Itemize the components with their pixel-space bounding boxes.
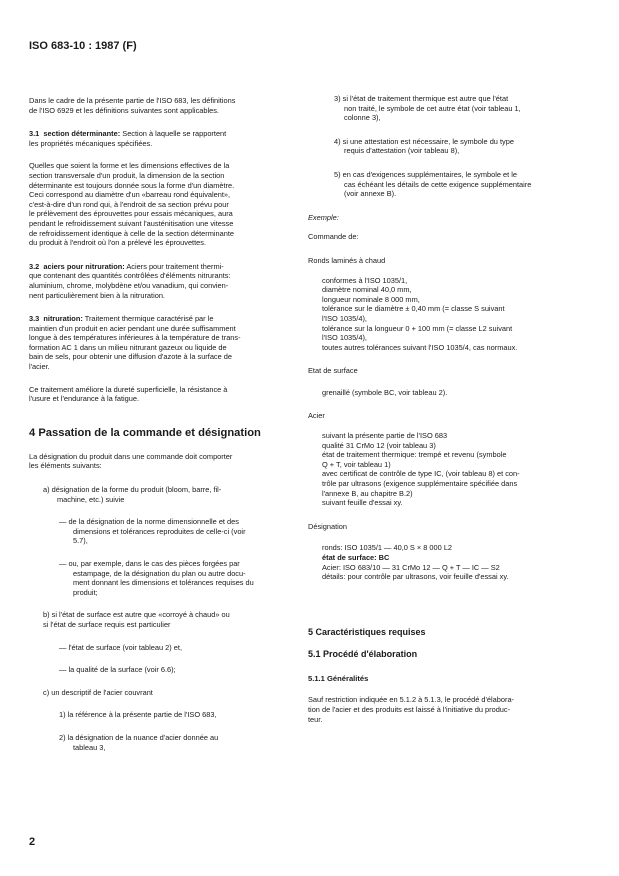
text-line: de l'ISO 6929 et les définitions suivantes sont applicables. bbox=[29, 105, 219, 115]
text-line: longue à des températures inférieures à la température de trans- bbox=[29, 333, 241, 343]
text-line: requis d'attestation (voir tableau 8), bbox=[344, 146, 460, 156]
text-line: Acier: ISO 683/10 — 31 CrMo 12 — Q + T — IC — S2 bbox=[322, 562, 500, 572]
section-number: 3.2 bbox=[29, 261, 40, 271]
item-c-5 bbox=[308, 170, 593, 199]
text-line: produit; bbox=[73, 587, 98, 597]
item-b-dash-1 bbox=[29, 643, 301, 653]
text-line: trôle par ultrasons (exigence supplémentaire spécifiée dans bbox=[322, 479, 518, 489]
text-line: cas échéant les détails de cette exigence supplémentaire bbox=[344, 179, 532, 189]
text-line: état de traitement thermique: trempé et revenu (symbole bbox=[322, 450, 507, 460]
text-line: l'ISO 1035/4), bbox=[322, 313, 367, 323]
text-line: La désignation du produit dans une commande doit comporter bbox=[29, 451, 233, 461]
left-column bbox=[29, 96, 301, 752]
section-5-1-heading: 5.1 Procédé d'élaboration bbox=[308, 648, 418, 659]
designation-details bbox=[308, 543, 593, 581]
text-line: tableau 3, bbox=[73, 742, 106, 752]
item-a bbox=[29, 485, 301, 504]
item-c bbox=[29, 688, 301, 698]
item-c-1 bbox=[29, 710, 301, 720]
text-line: conformes à l'ISO 1035/1, bbox=[322, 275, 408, 285]
text-line: qualité 31 CrMo 12 (voir tableau 3) bbox=[322, 440, 436, 450]
text-line: — la qualité de la surface (voir 6.6); bbox=[59, 665, 176, 675]
section-5-heading: 5 Caractéristiques requises bbox=[308, 626, 426, 637]
text-line: c'est-à-dire d'un rond qui, à l'endroit de sa section prévu pour bbox=[29, 199, 229, 209]
section-number: 3.3 bbox=[29, 314, 40, 324]
text-line: pendant le refroidissement suivant l'austénitisation une vitesse bbox=[29, 218, 234, 228]
text-line: Section à laquelle se rapportent bbox=[122, 129, 227, 139]
document-header: ISO 683-10 : 1987 (F) bbox=[29, 40, 137, 52]
text-line: l'acier. bbox=[29, 362, 50, 372]
text-line: 3) si l'état de traitement thermique est autre que l'état bbox=[334, 94, 509, 103]
text-line: teur. bbox=[308, 714, 323, 724]
text-line: 5.7), bbox=[73, 536, 88, 546]
text-line: nent particulièrement bien à la nitruration. bbox=[29, 290, 165, 300]
text-line: Aciers pour traitement thermi- bbox=[126, 261, 224, 271]
text-line: maintien d'un produit en acier pendant une durée suffisamment bbox=[29, 323, 236, 333]
text-line: suivant la présente partie de l'ISO 683 bbox=[322, 431, 448, 441]
text-line: tolérance sur la longueur 0 + 100 mm (= classe L2 suivant bbox=[322, 323, 513, 333]
text-line: suivant feuille d'essai xy. bbox=[322, 498, 403, 508]
section-3-3 bbox=[29, 314, 301, 372]
text-line: Quelles que soient la forme et les dimensions effectives de la bbox=[29, 161, 230, 171]
text-line: du produit à l'endroit où l'on a prélevé les éprouvettes. bbox=[29, 238, 207, 248]
text-line: Ceci correspond au diamètre d'un «barreau rond équivalent», bbox=[29, 190, 231, 200]
text-line: — ou, par exemple, dans le cas des pièces forgées par bbox=[59, 559, 240, 568]
intro-paragraph bbox=[29, 96, 301, 115]
designation-label: Désignation bbox=[308, 521, 348, 531]
text-line: — de la désignation de la norme dimensionnelle et des bbox=[59, 517, 239, 527]
text-line: bain de sels, pour obtenir une diffusion d'azote à la surface de bbox=[29, 352, 233, 362]
text-line: état de surface: BC bbox=[322, 553, 390, 562]
text-line: les propriétés mécaniques spécifiées. bbox=[29, 138, 153, 148]
text-line: ment donnant les dimensions et tolérances requises du bbox=[73, 578, 254, 588]
text-line: déterminante est toujours donnée sous la forme d'un diamètre. bbox=[29, 180, 235, 190]
text-line: tolérance sur le diamètre ± 0,40 mm (= classe S suivant bbox=[322, 304, 505, 314]
section-term: section déterminante: bbox=[43, 129, 121, 139]
text-line: 1) la référence à la présente partie de l'ISO 683, bbox=[59, 710, 217, 720]
text-line: b) si l'état de surface est autre que «corroyé à chaud» ou bbox=[43, 610, 230, 620]
section-term: nitruration: bbox=[43, 314, 83, 324]
example-label: Exemple: bbox=[308, 212, 339, 222]
text-line: colonne 3), bbox=[344, 113, 381, 123]
item-a-dash-2 bbox=[29, 559, 301, 597]
text-line: si l'état de surface requis est particulier bbox=[43, 619, 171, 629]
section-5-1-1-heading: 5.1.1 Généralités bbox=[308, 673, 369, 683]
item-c-2 bbox=[29, 733, 301, 752]
text-line: les éléments suivants: bbox=[29, 461, 102, 471]
text-line: dimensions et tolérances reproduites de celle-ci (voir bbox=[73, 526, 246, 536]
text-line: estampage, de la désignation du plan ou autre docu- bbox=[73, 568, 246, 578]
page-number: 2 bbox=[29, 836, 36, 848]
text-line: — l'état de surface (voir tableau 2) et, bbox=[59, 642, 183, 652]
section-5-1-1-paragraph bbox=[308, 695, 593, 724]
item-b-dash-2 bbox=[29, 665, 301, 675]
section-3-3-paragraph bbox=[29, 385, 301, 404]
product-details bbox=[308, 276, 593, 353]
text-line: avec certificat de contrôle de type IC, (voir tableau 8) et con- bbox=[322, 469, 520, 479]
item-b bbox=[29, 610, 301, 629]
section-3-1-paragraph bbox=[29, 161, 301, 247]
text-line: machine, etc.) suivie bbox=[57, 494, 125, 504]
section-4-intro bbox=[29, 452, 301, 471]
text-line: formation AC 1 dans un milieu nitrurant gazeux ou liquide de bbox=[29, 342, 227, 352]
text-line: l'ISO 1035/4), bbox=[322, 333, 367, 343]
product-label: Ronds laminés à chaud bbox=[308, 255, 386, 265]
text-line: le prélèvement des éprouvettes pour essais mécaniques, aura bbox=[29, 209, 233, 219]
section-3-1 bbox=[29, 129, 301, 148]
text-line: aluminium, chrome, molybdène et/ou vanadium, qui convien- bbox=[29, 280, 229, 290]
text-line: c) un descriptif de l'acier couvrant bbox=[43, 687, 153, 697]
text-line: toutes autres tolérances suivant l'ISO 1035/4, cas normaux. bbox=[322, 342, 518, 352]
text-line: 2) la désignation de la nuance d'acier donnée au bbox=[59, 732, 219, 742]
text-line: l'usure et l'endurance à la fatigue. bbox=[29, 394, 140, 404]
text-line: (voir annexe B). bbox=[344, 189, 397, 199]
text-line: ronds: ISO 1035/1 — 40,0 S × 8 000 L2 bbox=[322, 543, 453, 553]
text-line: Q + T, voir tableau 1) bbox=[322, 459, 391, 469]
text-line: tion de l'acier et des produits est laissé à l'initiative du produc- bbox=[308, 704, 511, 714]
text-line: de refroidissement identique à celle de la section déterminante bbox=[29, 228, 235, 238]
steel-details bbox=[308, 431, 593, 508]
item-c-3 bbox=[308, 94, 593, 123]
text-line: 5) en cas d'exigences supplémentaires, le symbole et le bbox=[334, 169, 517, 179]
item-a-dash-1 bbox=[29, 517, 301, 546]
text-line: détails: pour contrôle par ultrasons, voir feuille d'essai xy. bbox=[322, 572, 509, 582]
steel-label: Acier bbox=[308, 411, 325, 421]
text-line: Traitement thermique caractérisé par le bbox=[84, 314, 214, 324]
order-label: Commande de: bbox=[308, 232, 359, 242]
text-line: que contenant des quantités contrôlées d'éléments nitrurants: bbox=[29, 271, 231, 281]
text-line: Ce traitement améliore la dureté superficielle, la résistance à bbox=[29, 384, 228, 394]
text-line: 4) si une attestation est nécessaire, le symbole du type bbox=[334, 136, 514, 146]
text-line: section transversale d'un produit, la dimension de la section bbox=[29, 170, 225, 180]
right-column bbox=[308, 96, 593, 724]
text-line: l'annexe B, au chapitre B.2) bbox=[322, 488, 413, 498]
text-line: Sauf restriction indiquée en 5.1.2 à 5.1.3, le procédé d'élabora- bbox=[308, 695, 515, 705]
text-line: Dans le cadre de la présente partie de l'ISO 683, les définitions bbox=[29, 96, 236, 105]
section-3-2 bbox=[29, 262, 301, 300]
section-term: aciers pour nitruration: bbox=[43, 261, 125, 271]
text-line: diamètre nominal 40,0 mm, bbox=[322, 285, 412, 295]
text-line: longueur nominale 8 000 mm, bbox=[322, 294, 420, 304]
text-line: non traité, le symbole de cet autre état (voir tableau 1, bbox=[344, 103, 521, 113]
text-line: a) désignation de la forme du produit (bloom, barre, fil- bbox=[43, 485, 222, 495]
item-c-4 bbox=[308, 137, 593, 156]
section-4-heading: 4 Passation de la commande et désignation bbox=[29, 426, 261, 439]
section-number: 3.1 bbox=[29, 129, 40, 139]
surface-label: Etat de surface bbox=[308, 366, 358, 376]
surface-value: grenaillé (symbole BC, voir tableau 2). bbox=[322, 387, 448, 397]
